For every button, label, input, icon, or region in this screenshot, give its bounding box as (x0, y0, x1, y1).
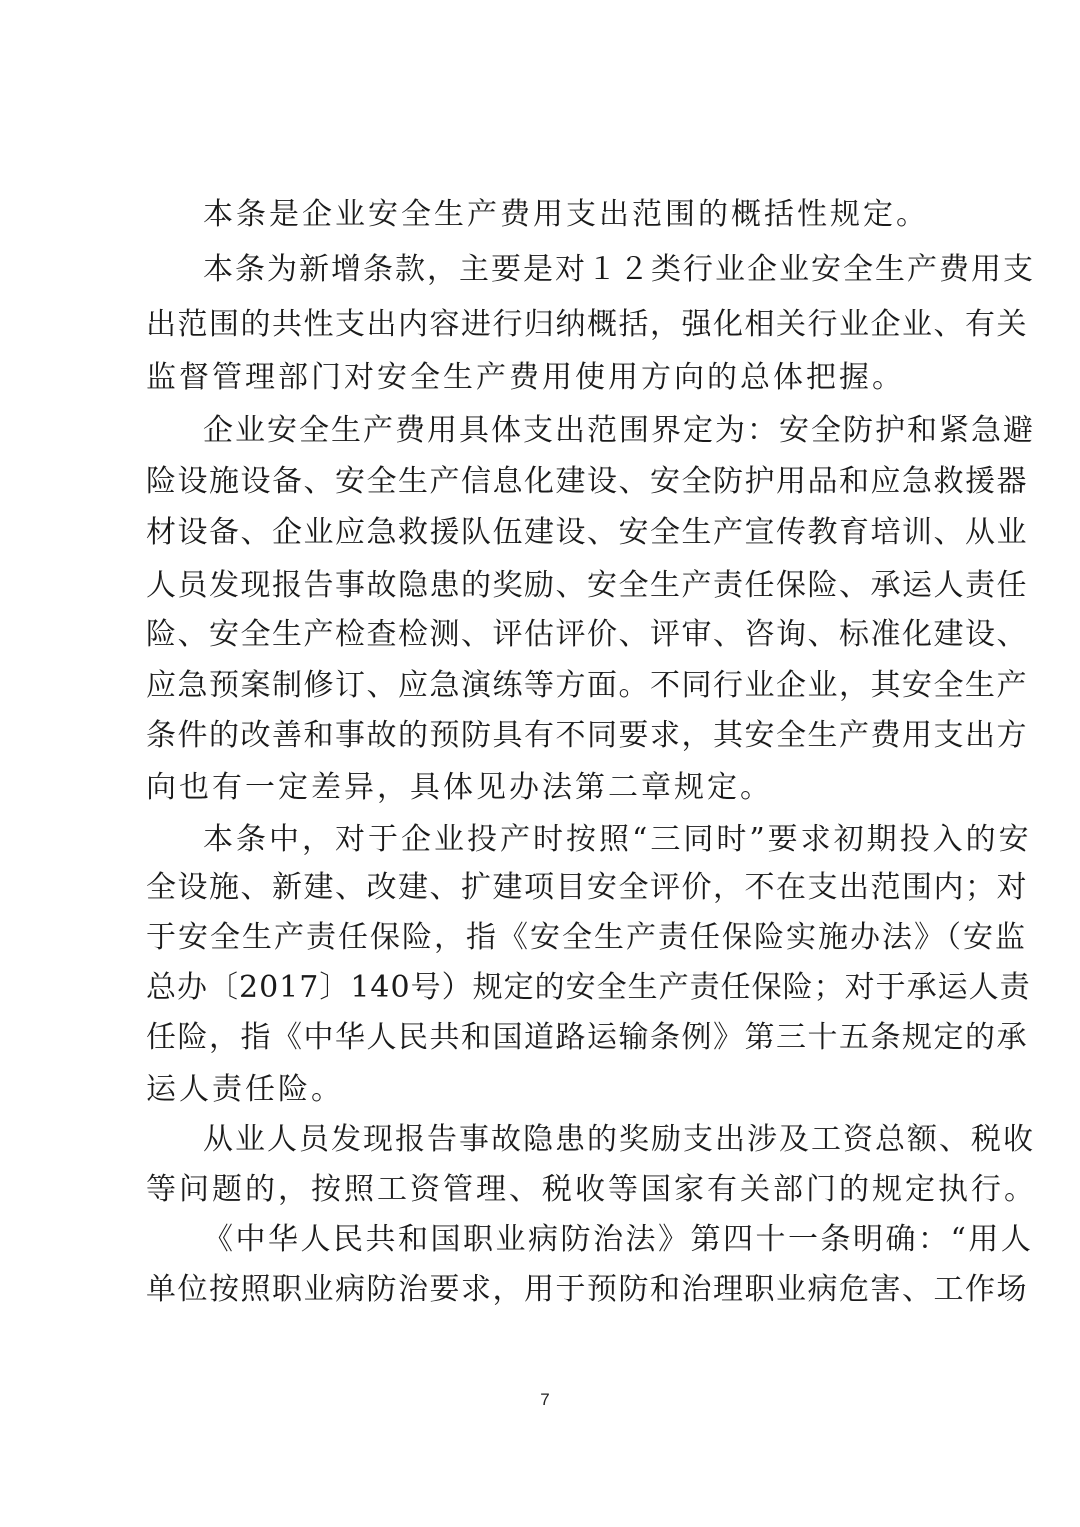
text-line-20: 等问题的，按照工资管理、税收等国家有关部门的规定执行。 (146, 1172, 1037, 1207)
text-line-19: 从业人员发现报告事故隐患的奖励支出涉及工资总额、税收 (203, 1122, 1035, 1157)
text-line-7: 材设备、企业应急救援队伍建设、安全生产宣传教育培训、从业 (146, 515, 1028, 550)
text-line-16: 总办〔2017〕140号）规定的安全生产责任保险；对于承运人责 (146, 970, 1031, 1005)
text-line-17: 任险，指《中华人民共和国道路运输条例》第三十五条规定的承 (146, 1020, 1028, 1055)
text-line-11: 条件的改善和事故的预防具有不同要求，其安全生产费用支出方 (146, 718, 1028, 753)
text-line-14: 全设施、新建、改建、扩建项目安全评价，不在支出范围内；对 (146, 870, 1028, 905)
text-line-18: 运人责任险。 (146, 1072, 344, 1107)
text-line-15: 于安全生产责任保险，指《安全生产责任保险实施办法》（安监 (146, 920, 1027, 955)
text-line-9: 险、安全生产检查检测、评估评价、评审、咨询、标准化建设、 (146, 617, 1028, 652)
text-line-2: 本条为新增条款，主要是对１２类行业企业安全生产费用支 (203, 252, 1035, 287)
text-line-12: 向也有一定差异，具体见办法第二章规定。 (146, 770, 773, 805)
text-line-10: 应急预案制修订、应急演练等方面。不同行业企业，其安全生产 (146, 668, 1028, 703)
text-line-3: 出范围的共性支出内容进行归纳概括，强化相关行业企业、有关 (146, 307, 1028, 342)
text-line-22: 单位按照职业病防治要求，用于预防和治理职业病危害、工作场 (146, 1272, 1028, 1307)
text-line-21: 《中华人民共和国职业病防治法》第四十一条明确：“用人 (203, 1222, 1034, 1257)
text-line-4: 监督管理部门对安全生产费用使用方向的总体把握。 (146, 360, 905, 395)
text-line-6: 险设施设备、安全生产信息化建设、安全防护用品和应急救援器 (146, 464, 1028, 499)
page-number: 7 (540, 1390, 550, 1409)
text-line-1: 本条是企业安全生产费用支出范围的概括性规定。 (203, 197, 929, 232)
text-line-5: 企业安全生产费用具体支出范围界定为：安全防护和紧急避 (203, 413, 1035, 448)
text-line-8: 人员发现报告事故隐患的奖励、安全生产责任保险、承运人责任 (146, 568, 1028, 603)
text-line-13: 本条中，对于企业投产时按照“三同时”要求初期投入的安 (203, 822, 1032, 857)
